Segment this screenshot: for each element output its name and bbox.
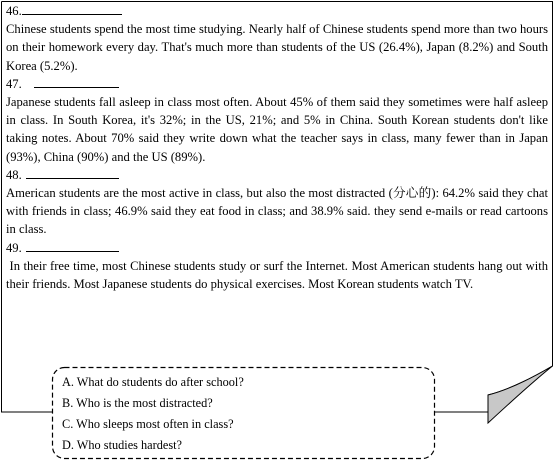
answer-blank-49[interactable] [26, 239, 119, 252]
paragraph-47: Japanese students fall asleep in class most often. About 45% of them said they sometimes were half asleep in class. In South Korea, it's 32%; in the US, 21%; and 5% in China. South Korean students don't like taking notes. About 70% said they write down what the teacher says in class, many fewer than in Japan (93%), China (90%) and the US (89%). [6, 95, 548, 164]
options-box [52, 367, 434, 459]
option-c: C. Who sleeps most often in class? [62, 417, 234, 431]
question-47-label: 47. [6, 75, 548, 93]
question-49-label: 49. [6, 239, 548, 257]
answer-blank-48[interactable] [26, 166, 119, 179]
page-curl [488, 366, 553, 423]
paragraph-49: In their free time, most Chinese students study or surf the Internet. Most American students hang out with their friends. Most Japanese students do physical exercises. Most Korean students watch TV. [6, 258, 552, 292]
paragraph-46: Chinese students spend the most time studying. Nearly half of Chinese students spend more than two hours on their homework every day. That's much more than students of the US (26.4%), Japan (8.2%) and South Korea (5.2%). [6, 22, 548, 73]
option-b: B. Who is the most distracted? [62, 396, 213, 410]
paragraph-48: American students are the most active in class, but also the most distracted (分心的): 64.2% said they chat with friends in class; 46.9% said they eat food in class; and 38.9% said. they send e-mails or read cartoons in class. [6, 186, 548, 237]
question-46-label: 46. [6, 2, 548, 20]
answer-blank-46[interactable] [22, 2, 122, 15]
question-48-label: 48. [6, 166, 548, 184]
option-a: A. What do students do after school? [62, 375, 244, 389]
reading-passage [6, 2, 552, 293]
answer-blank-47[interactable] [34, 75, 119, 88]
option-d: D. Who studies hardest? [62, 438, 182, 452]
